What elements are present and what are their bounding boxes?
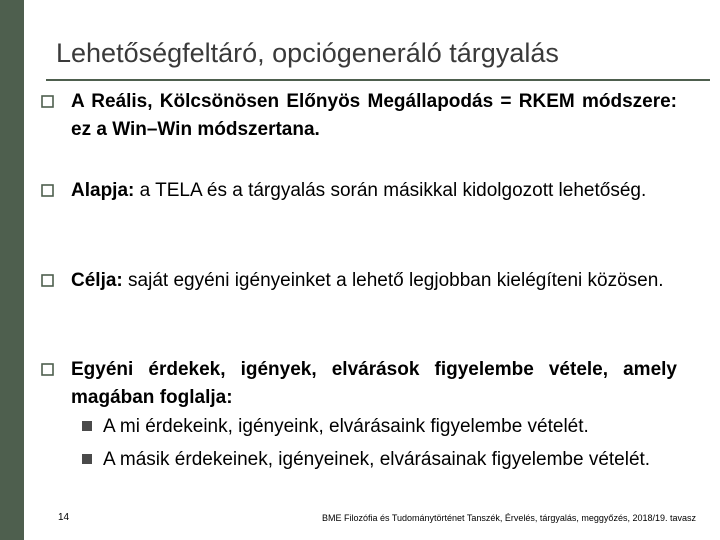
- left-accent-bar: [0, 0, 24, 540]
- footer-text: BME Filozófia és Tudománytörténet Tanszék, Érvelés, tárgyalás, meggyőzés, 2018/19. tavasz: [321, 513, 696, 523]
- bullet-2-text: a TELA és a tárgyalás során másikkal kidolgozott lehetőség.: [134, 180, 647, 201]
- bullet-4-text: Egyéni érdekek, igények, elvárások figyelembe vétele, amely magában foglalja:: [71, 359, 677, 408]
- bullet-1-text: A Reális, Kölcsönösen Előnyös Megállapodás = RKEM módszere: ez a Win–Win módszertana.: [71, 91, 677, 140]
- filled-square-icon: [82, 454, 92, 464]
- sub-item-2-text: A másik érdekeinek, igényeinek, elvárásainak figyelembe vételét.: [103, 449, 651, 470]
- bullet-2-lead: Alapja:: [71, 180, 135, 201]
- sub-item-1: [82, 413, 677, 441]
- bullet-3: [71, 267, 677, 295]
- filled-square-icon: [82, 421, 92, 431]
- square-outline-icon: [41, 363, 54, 376]
- square-outline-icon: [41, 184, 54, 197]
- slide-title: Lehetőségfeltáró, opciógeneráló tárgyalás: [56, 38, 559, 68]
- sub-item-1-text: A mi érdekeink, igényeink, elvárásaink figyelembe vételét.: [103, 416, 589, 437]
- sub-item-2: [82, 446, 677, 474]
- page-number: 14: [58, 512, 70, 523]
- bullet-3-lead: Célja:: [71, 270, 123, 291]
- bullet-3-text: saját egyéni igényeinket a lehető legjobban kielégíteni közösen.: [122, 270, 664, 291]
- square-outline-icon: [41, 95, 54, 108]
- square-outline-icon: [41, 274, 54, 287]
- title-underline: [46, 79, 710, 81]
- bullet-2: [71, 177, 677, 205]
